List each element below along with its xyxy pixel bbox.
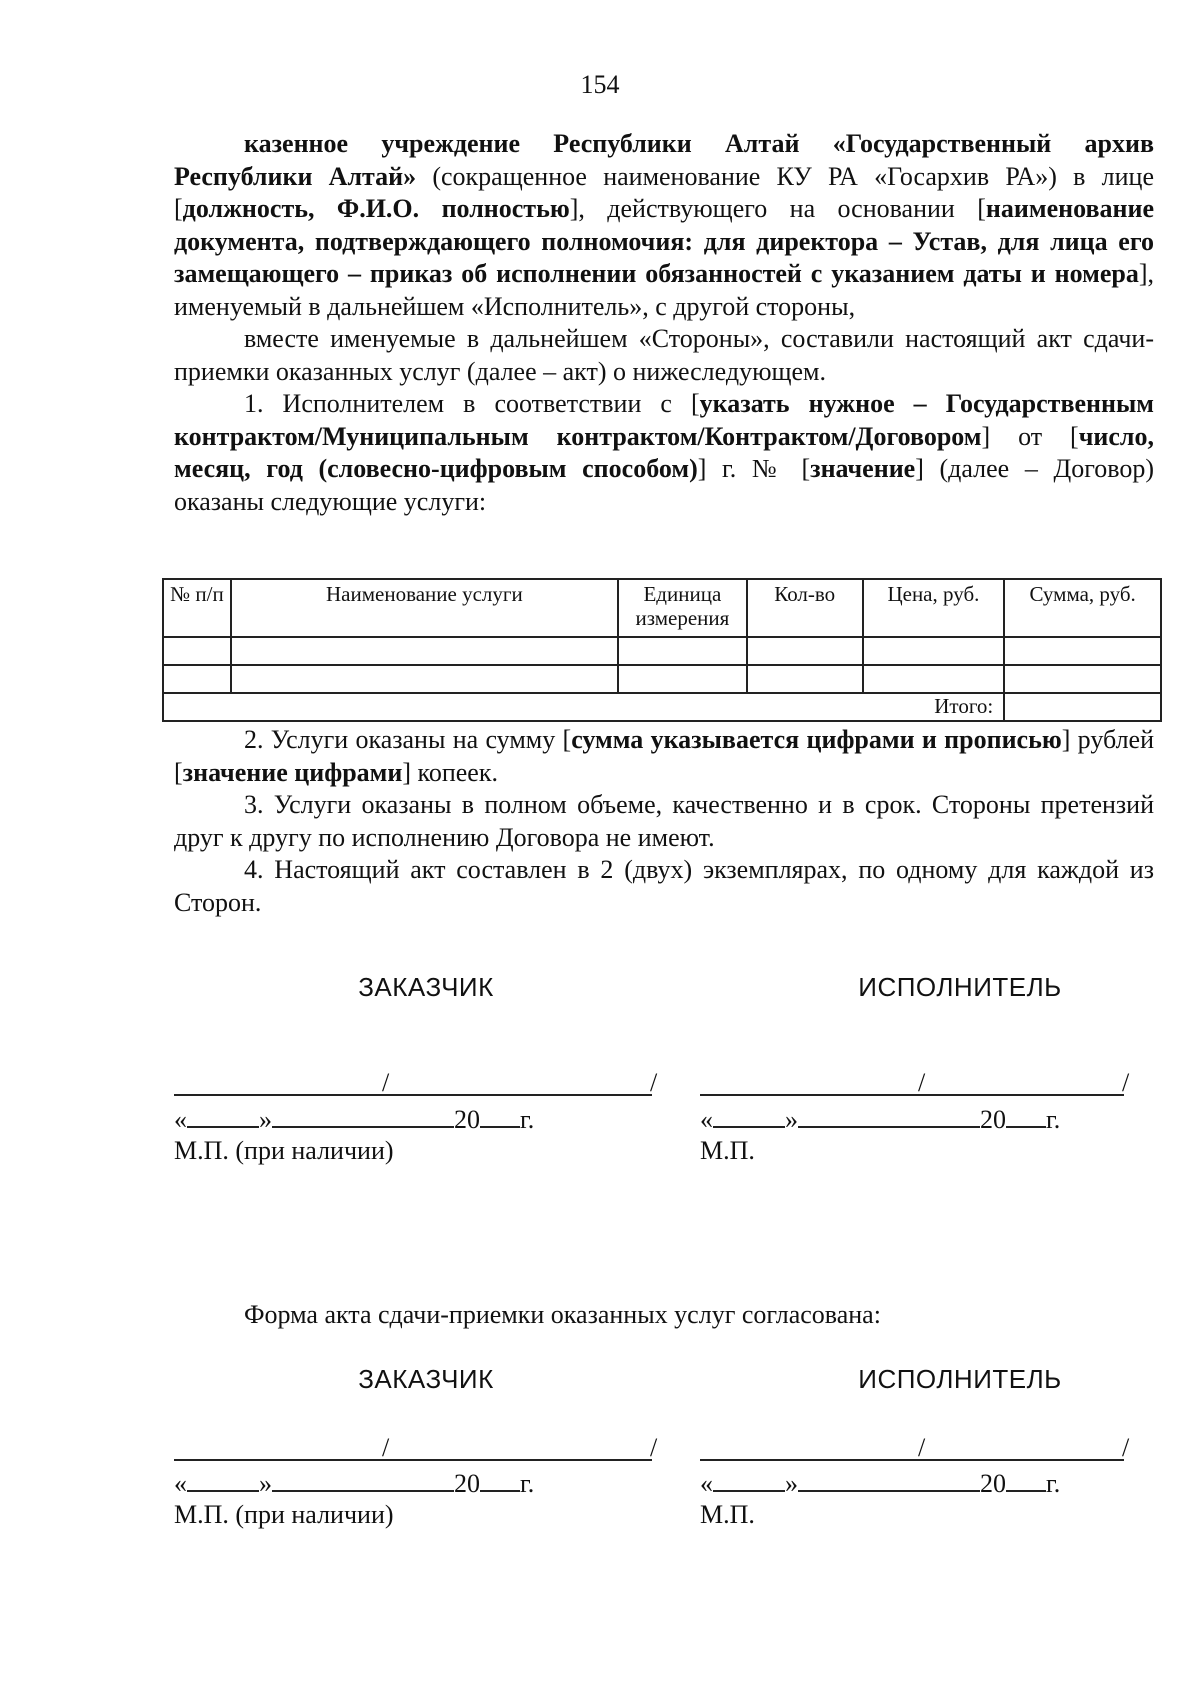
header-number: № п/п (163, 579, 231, 637)
services-table (162, 578, 1162, 722)
clause-2: 2. Услуги оказаны на сумму [сумма указывается цифрами и прописью] рублей [значение цифрами] копеек. (174, 725, 1154, 787)
contractor-title: ИСПОЛНИТЕЛЬ (858, 972, 1062, 1002)
form-agreed-text: Форма акта сдачи-приемки оказанных услуг согласована: (244, 1300, 881, 1329)
header-quantity: Кол-во (747, 579, 863, 637)
contractor-signature-line-2 (700, 1459, 1124, 1461)
customer-stamp-label: М.П. (при наличии) (174, 1136, 394, 1165)
clause-3: 3. Услуги оказаны в полном объеме, качественно и в срок. Стороны претензий друг к другу по исполнению Договора не имеют. (174, 790, 1154, 852)
header-price: Цена, руб. (863, 579, 1005, 637)
customer-signature-line (174, 1094, 652, 1096)
intro-paragraph-1: казенное учреждение Республики Алтай «Государственный архив Республики Алтай» (сокращенное наименование КУ РА «Госархив РА») в лице [должность, Ф.И.О. полностью], действующего на основании [наименование документа, подтверждающего полномочия: для директора – Устав, для лица его замещающего – приказ об исполнении обязанностей с указанием даты и номера], именуемый в дальнейшем «Исполнитель», с другой стороны, (174, 129, 1155, 321)
total-label: Итого: (163, 693, 1004, 721)
contractor-signature-slash-2: / (918, 1433, 926, 1462)
total-value-cell (1004, 693, 1161, 721)
table-header-row (163, 579, 1161, 637)
customer-signature-line-2 (174, 1459, 652, 1461)
customer-title-2: ЗАКАЗЧИК (358, 1364, 494, 1394)
customer-signature-slash-end: / (650, 1068, 658, 1097)
contractor-signature-line (700, 1094, 1124, 1096)
contractor-signature-slash-end: / (1122, 1068, 1130, 1097)
intro-text (174, 128, 1154, 518)
contractor-signature-slash-end-2: / (1122, 1433, 1130, 1462)
clause-4: 4. Настоящий акт составлен в 2 (двух) экземплярах, по одному для каждой из Сторон. (174, 855, 1154, 917)
date-placeholder: число, месяц, год (словесно-цифровым способом) (174, 421, 1154, 483)
customer-signature-slash-end-2: / (650, 1433, 658, 1462)
page-number: 154 (580, 70, 620, 99)
clauses-text (174, 724, 1154, 919)
header-unit: Единица измерения (618, 579, 747, 637)
position-placeholder: должность, Ф.И.О. полностью (182, 194, 570, 223)
contractor-date-line-2: « » 20 г. (700, 1469, 1061, 1498)
table-total-row (163, 693, 1161, 721)
intro-paragraph-3: 1. Исполнителем в соответствии с [указать нужное – Государственным контрактом/Муниципальным контрактом/Контрактом/Договором] от [число, месяц, год (словесно-цифровым способом)] г. № [значение] (далее – Договор) оказаны следующие услуги: (174, 389, 1154, 516)
authority-document-placeholder: наименование документа, подтверждающего полномочия: для директора – Устав, для лица его замещающего – приказ об исполнении обязанностей с указанием даты и номера (174, 194, 1155, 288)
customer-date-line-2: « » 20 г. (174, 1469, 535, 1498)
number-placeholder: значение (810, 454, 916, 483)
kopeck-placeholder: значение цифрами (182, 757, 403, 787)
customer-signature-slash: / (382, 1068, 390, 1097)
customer-stamp-label-2: М.П. (при наличии) (174, 1500, 394, 1529)
customer-title: ЗАКАЗЧИК (358, 972, 494, 1002)
contractor-signature-slash: / (918, 1068, 926, 1097)
header-service-name: Наименование услуги (231, 579, 618, 637)
intro-paragraph-2: вместе именуемые в дальнейшем «Стороны», составили настоящий акт сдачи-приемки оказанных услуг (далее – акт) о нижеследующем. (174, 324, 1154, 386)
table-row (163, 665, 1161, 693)
header-sum: Сумма, руб. (1004, 579, 1161, 637)
contract-type-placeholder: указать нужное – Государственным контрактом/Муниципальным контрактом/Контрактом/Договором (174, 389, 1154, 451)
table-row (163, 637, 1161, 665)
contractor-stamp-label-2: М.П. (700, 1500, 755, 1529)
customer-name-bold: казенное учреждение Республики Алтай «Государственный архив Республики Алтай» (174, 129, 1154, 191)
contractor-title-2: ИСПОЛНИТЕЛЬ (858, 1364, 1062, 1394)
customer-date-line: « » 20 г. (174, 1105, 535, 1134)
amount-placeholder: сумма указывается цифрами и прописью (571, 725, 1062, 754)
contractor-stamp-label: М.П. (700, 1136, 755, 1165)
contractor-date-line: « » 20 г. (700, 1105, 1061, 1134)
customer-signature-slash-2: / (382, 1433, 390, 1462)
